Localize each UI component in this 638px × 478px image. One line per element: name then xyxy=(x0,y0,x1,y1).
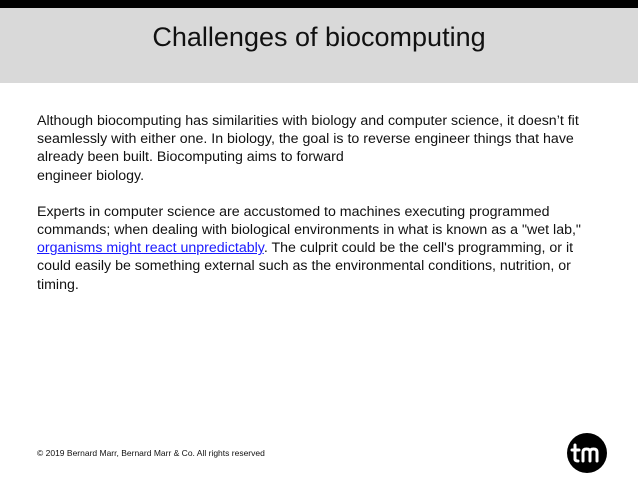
paragraph-1 xyxy=(37,112,597,185)
slide-body xyxy=(37,112,597,312)
slide-title: Challenges of biocomputing xyxy=(152,22,486,52)
copyright-footer: © 2019 Bernard Marr, Bernard Marr & Co. All rights reserved xyxy=(37,448,265,458)
paragraph-1-text-end: engineer biology. xyxy=(37,167,145,184)
organisms-react-link[interactable]: organisms might react unpredictably xyxy=(37,240,264,257)
bm-logo-graphic xyxy=(567,433,607,473)
paragraph-2-text-start: Experts in computer science are accustomed to machines executing programmed commands; when dealing with biological environments in what is known as a "wet lab," xyxy=(37,203,581,239)
paragraph-1-text: Although biocomputing has similarities with biology and computer science, it doesn’t fit seamlessly with either one. In biology, the goal is to reverse engineer things that have already been built. Biocomputing aims to forward xyxy=(37,113,579,166)
top-bar xyxy=(0,0,638,8)
bm-logo-icon xyxy=(567,433,607,473)
paragraph-2 xyxy=(37,203,597,294)
paragraph-2-text-end: . The culprit could be the cell's programming, or it could easily be something external such as the environmental conditions, nutrition, or timing. xyxy=(37,240,574,293)
